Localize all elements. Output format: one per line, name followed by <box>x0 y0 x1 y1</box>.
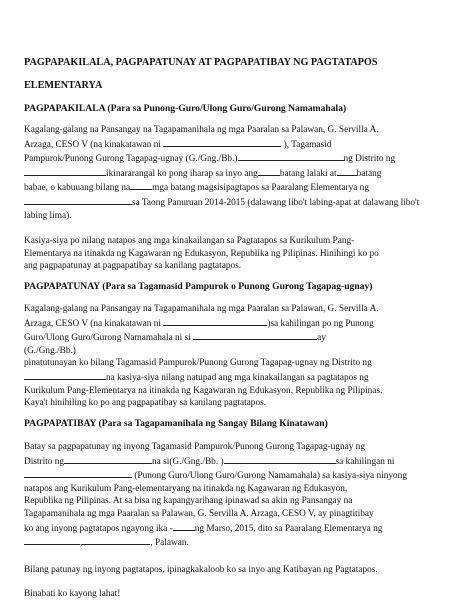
text-line <box>24 521 458 536</box>
text-line: Elementarya na itinakda ng Kagawaran ng Edukasyon, Republika ng Pilipinas. Hinihingi ko po <box>24 248 379 259</box>
blank-line <box>24 535 80 545</box>
text-line: (G./Gng./Bb.) <box>24 345 76 356</box>
blank-line <box>258 166 280 176</box>
text-line <box>24 151 458 166</box>
text-fragment: babae, o kabuuang bilang na <box>24 183 131 194</box>
blank-line <box>64 454 152 464</box>
text-line: Kagalang-galang na Pansangay na Tagapamanihala ng mga Paaralan sa Palawan, G. Servilla A. <box>24 304 379 314</box>
text-line: Tagapamanihala ng mga Paaralan sa Palawan, G. Servilla A. Arzaga, CESO V, ay pinagtitibay <box>24 508 374 519</box>
text-line: pinatutunayan ko bilang Tagamasid Pampurok/Punong Gurong Tagapag-ugnay ng Distrito ng <box>24 358 372 369</box>
text-fragment: Distrito ng <box>24 456 65 467</box>
text-fragment: batang lalaki at <box>279 168 337 179</box>
text-line <box>24 370 458 385</box>
blank-line <box>24 195 132 205</box>
blank-line <box>24 370 106 380</box>
text-line: Republika ng Pilipinas. At sa bisa ng kapangyarihang ipinawad sa akin ng Pansangay na <box>24 496 353 507</box>
blank-line <box>130 180 152 190</box>
text-line <box>24 454 458 469</box>
text-line: labing lima). <box>24 210 72 221</box>
text-fragment: na si(G./Gng./Bb. ) <box>152 456 224 467</box>
text-fragment: ikinararangal ko pong iharap sa inyo ang <box>106 168 258 179</box>
section1-paragraph1 <box>24 124 458 222</box>
text-fragment: ), Tagamasid <box>283 139 332 150</box>
text-fragment: Arzaga, CESO V (na kinakatawan ni <box>24 318 162 329</box>
blank-line <box>238 151 344 161</box>
text-line: ang pagpapatunay at pagpapatibay sa kanilang pagtatapos. <box>24 261 242 272</box>
text-fragment: sa kahilingan ni <box>335 456 395 467</box>
blank-line <box>173 521 195 531</box>
section3-paragraph2 <box>24 564 458 577</box>
text-fragment: ng Distrito ng <box>343 154 396 165</box>
closing-line: Binabati ko kayong lahat! <box>24 589 121 599</box>
text-line <box>24 180 458 195</box>
text-line: Kaya't hinihiling ko po ang pagpapatibay sa kanilang pagtatapos. <box>24 398 267 409</box>
text-line <box>24 316 458 331</box>
text-line <box>24 166 458 181</box>
text-fragment: Guro/Ulong Guro/Gurong Namamahala ni si <box>24 333 191 344</box>
blank-line <box>337 166 357 176</box>
document-title: PAGPAPAKILALA, PAGPAPATUNAY AT PAGPAPATIBAY NG PAGTATAPOS <box>24 57 378 68</box>
text-fragment: (Punong Guro/Ulong Guro/Gurong Namamahala) sa kasiya-siya ninyong <box>134 471 407 482</box>
text-fragment: mga batang magsisipagtapos sa Paaralang Elementarya ng <box>152 183 369 194</box>
section3-paragraph1 <box>24 441 458 550</box>
blank-line <box>163 137 281 147</box>
text-fragment: )sa kahilingan po ng Punong <box>267 318 374 329</box>
section2-heading: PAGPAPATUNAY (Para sa Tagamasid Pampurok o Punong Gurong Tagapag-ugnay) <box>24 281 373 292</box>
text-line: Kagalang-galang na Pansangay na Tagapamanihala ng mga Paaralan sa Palawan, G. Servilla A. <box>24 125 379 135</box>
blank-line <box>24 166 106 176</box>
section3-heading: PAGPAPATIBAY (Para sa Tagapamanihala ng Sangay Bilang Kinatawan) <box>24 418 328 429</box>
document-title-line2: ELEMENTARYA <box>24 80 103 91</box>
text-fragment: ng Marso, 2015, dito sa Paaralang Elementarya ng <box>194 523 383 534</box>
section1-paragraph2 <box>24 235 458 273</box>
section2-paragraph1 <box>24 303 458 410</box>
text-fragment: batang <box>356 168 382 179</box>
text-fragment: , Palawan. <box>150 538 189 549</box>
text-fragment: ay <box>317 333 326 344</box>
text-fragment: Pampurok/Punong Gurong Tagapag-ugnay (G./Gng./Bb.) <box>24 154 238 165</box>
blank-line <box>224 454 336 464</box>
blank-line <box>163 316 267 326</box>
text-line <box>24 195 458 210</box>
section1-heading: PAGPAPAKILALA (Para sa Punong-Guro/Ulong Guro/Gurong Namamahala) <box>24 103 347 114</box>
text-line: natapos ang Kurikulum Pang-elementaryang na itinakda ng Kagawaran ng Edukasyon, <box>24 483 348 494</box>
blank-line <box>24 468 132 478</box>
section3-paragraph3 <box>24 588 458 601</box>
text-line <box>24 330 458 345</box>
text-line: Batay sa pagpapatunay ng inyong Tagamasid Pampurok/Punong Gurong Tagapag-ugnay ng <box>24 442 365 452</box>
text-line <box>24 468 458 483</box>
blank-line <box>82 535 150 545</box>
text-line <box>24 137 458 152</box>
text-line: Kurikulum Pang-Elementarya na itinakda ng Kagawaran ng Edukasyon, Republika ng Pilipinas. <box>24 385 383 396</box>
text-fragment: Arzaga, CESO V (na kinakatawan ni <box>24 139 162 150</box>
text-line: Bilang patunay ng inyong pagtatapos, ipinagkakaloob ko sa inyo ang Katibayan ng Pagtatapos. <box>24 565 378 575</box>
text-line: Kasiya-siya po nilang natapos ang mga kinakailangan sa Pagtatapos sa Kurikulum Pang- <box>24 236 355 246</box>
text-fragment: sa Taong Panuruan 2014-2015 (dalawang libo't labing-apat at dalawang libo't <box>132 197 420 208</box>
blank-line <box>193 330 317 340</box>
text-fragment: na kasiya-siya nilang natupad ang mga kinakailangan sa pagtatapos ng <box>106 372 369 383</box>
text-line: , , Palawan. <box>24 535 458 550</box>
text-fragment: ko ang inyong pagtatapos ngayong ika - <box>24 523 173 534</box>
